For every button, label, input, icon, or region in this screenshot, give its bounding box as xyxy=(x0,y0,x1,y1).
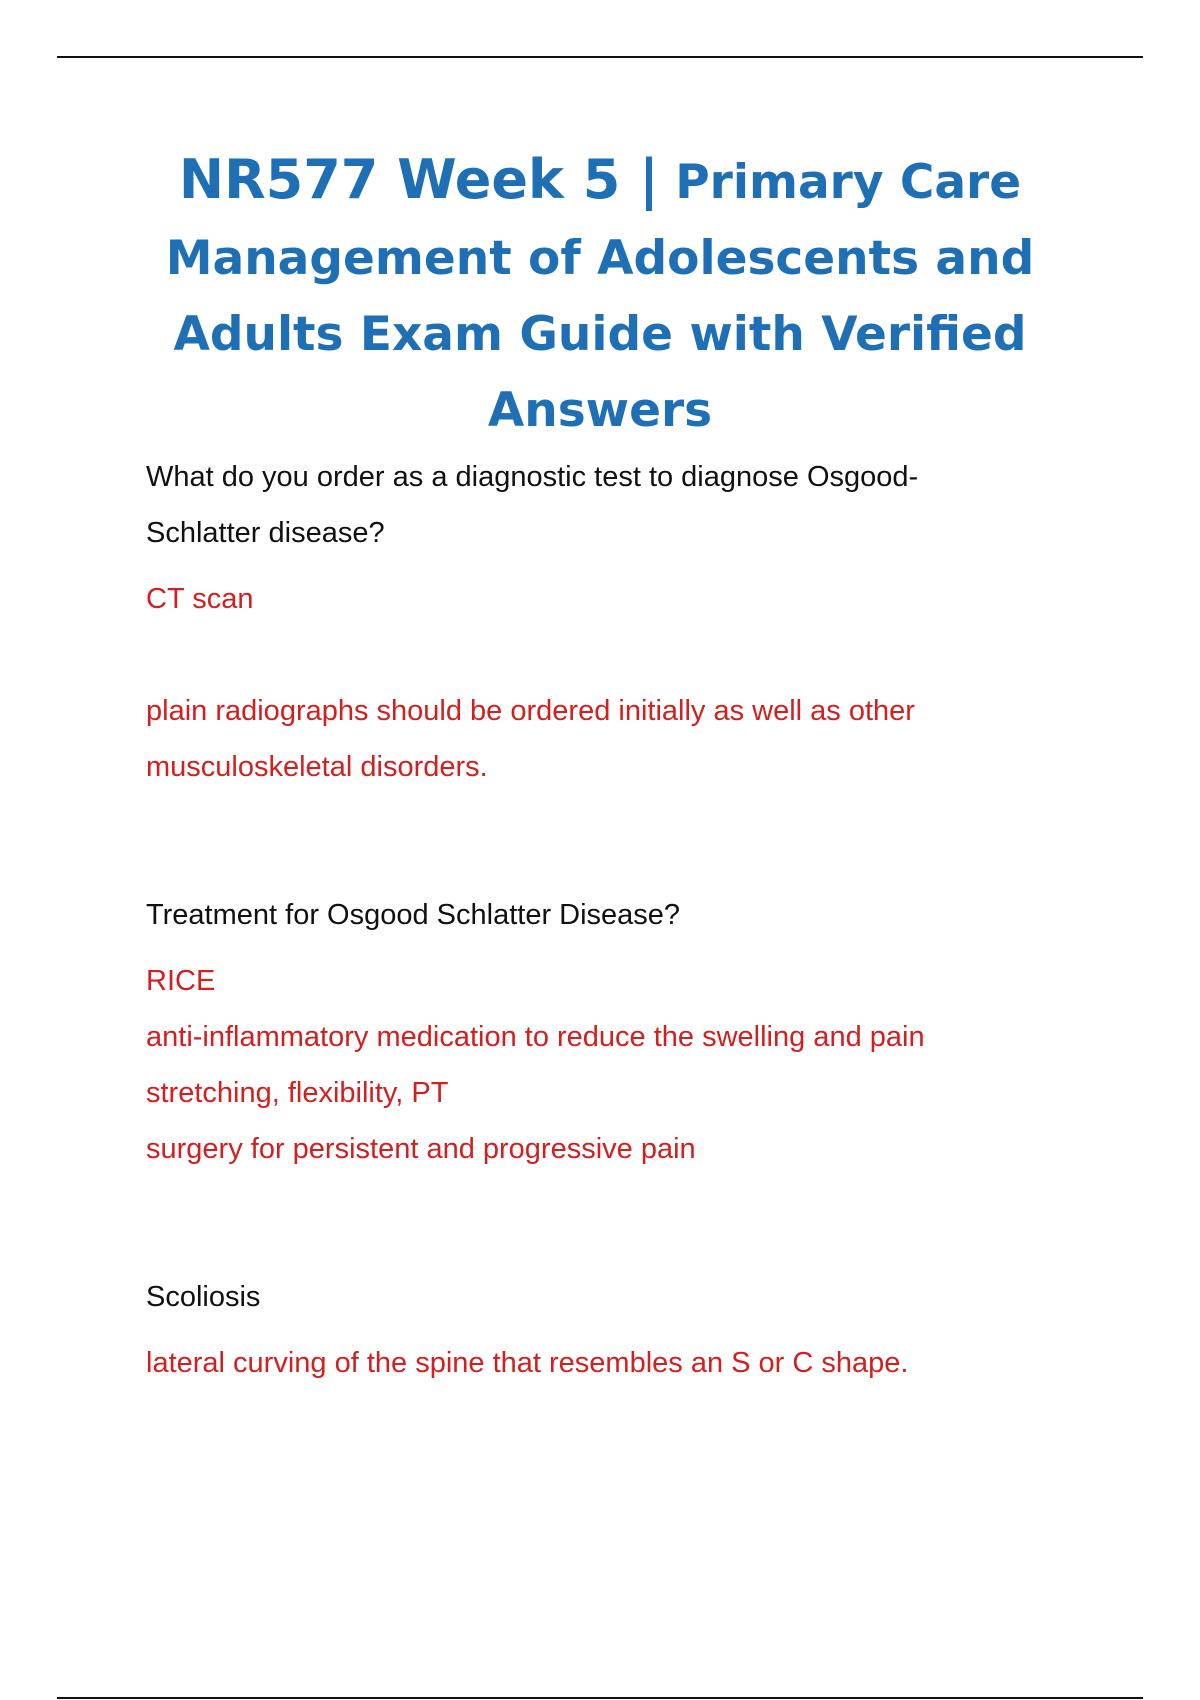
answer-2-2: anti-inflammatory medication to reduce the swelling and pain xyxy=(146,1021,925,1053)
answer-1-2: plain radiographs should be ordered initially as well as other musculoskeletal disorders. xyxy=(146,695,915,783)
top-rule xyxy=(57,56,1143,58)
qa-item-3 xyxy=(146,1269,1066,1391)
question-1: What do you order as a diagnostic test to diagnose Osgood-Schlatter disease? xyxy=(146,461,919,549)
answer-2-3: stretching, flexibility, PT xyxy=(146,1077,449,1109)
answer-3-1: lateral curving of the spine that resembles an S or C shape. xyxy=(146,1347,909,1379)
qa-item-2 xyxy=(146,887,1066,1177)
question-3: Scoliosis xyxy=(146,1281,261,1313)
answer-2-4: surgery for persistent and progressive pain xyxy=(146,1133,696,1165)
title-rest: Primary Care Management of Adolescents and Adults Exam Guide with Verified Answers xyxy=(165,155,1035,438)
answer-2-1: RICE xyxy=(146,965,216,997)
bottom-rule xyxy=(57,1697,1143,1699)
answer-1-1: CT scan xyxy=(146,583,254,615)
title-lead: NR577 Week 5 | xyxy=(178,148,659,211)
question-2: Treatment for Osgood Schlatter Disease? xyxy=(146,899,681,931)
document-title xyxy=(100,142,1100,449)
qa-item-1 xyxy=(146,449,1066,795)
